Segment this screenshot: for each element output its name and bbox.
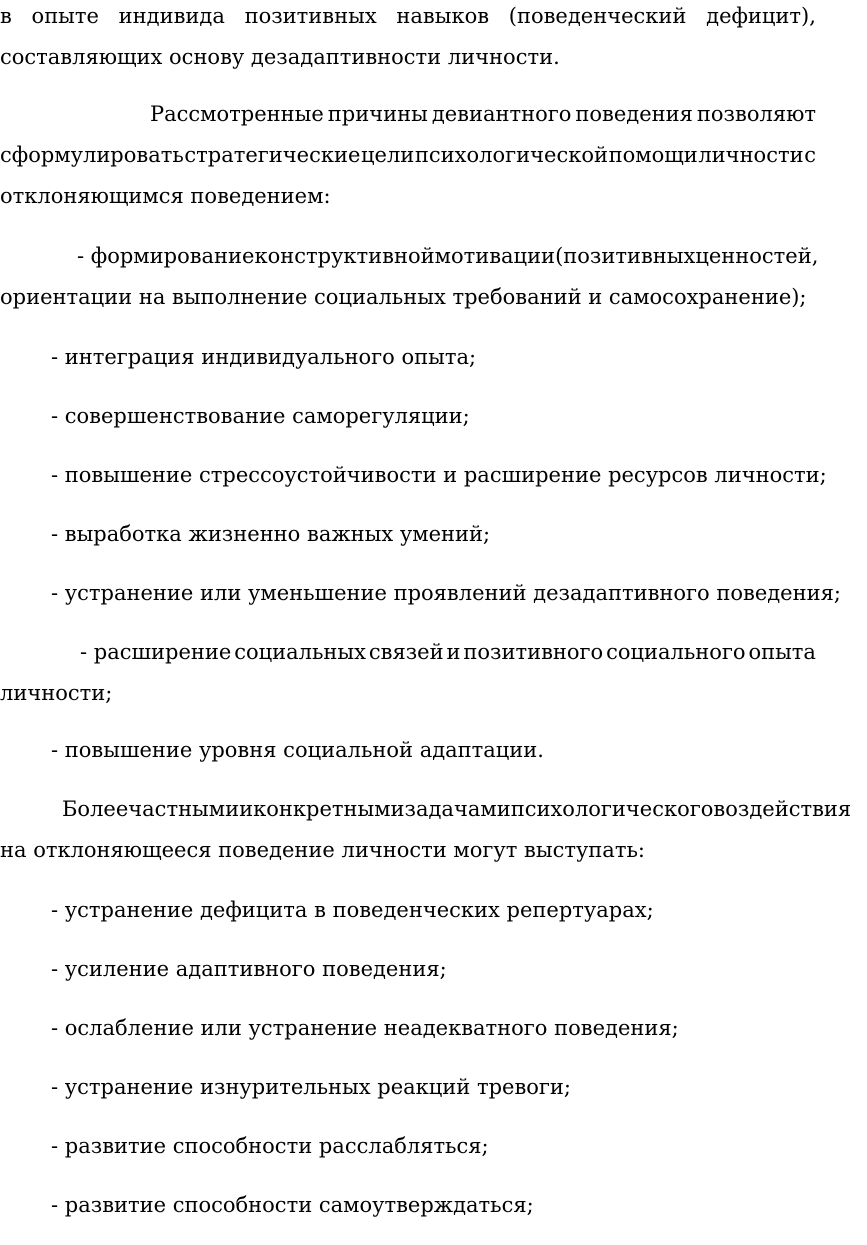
word: дефицит),: [706, 4, 816, 28]
goal-item-1-line-1: [77, 243, 819, 270]
word: социальных: [234, 640, 366, 664]
paragraph-3-line-1: [62, 796, 852, 823]
word: позитивных: [244, 4, 377, 28]
word: позитивного: [463, 640, 604, 664]
word: связей: [368, 640, 444, 664]
word: навыков: [396, 4, 490, 28]
paragraph-1-line-2: составляющих основу дезадаптивности личности.: [0, 45, 560, 69]
task-item-1: - устранение дефицита в поведенческих репертуарах;: [51, 898, 654, 922]
word: помощи: [608, 143, 698, 167]
word: психологического: [510, 797, 714, 821]
word: сформулировать: [0, 143, 184, 167]
goal-item-7-line-1: [80, 639, 816, 666]
word: и: [446, 640, 461, 664]
word: девиантного: [431, 102, 572, 126]
word: поведения: [575, 102, 693, 126]
goal-item-2: - интеграция индивидуального опыта;: [51, 345, 477, 369]
word: в: [0, 4, 12, 28]
task-item-6: - развитие способности самоутверждаться;: [51, 1193, 534, 1217]
word: задачами: [404, 797, 511, 821]
task-item-4: - устранение изнурительных реакций тревоги;: [51, 1075, 571, 1099]
goal-item-6: - устранение или уменьшение проявлений дезадаптивного поведения;: [51, 581, 841, 605]
goal-item-7-line-2: личности;: [0, 681, 113, 705]
paragraph-3-line-2: на отклоняющееся поведение личности могут выступать:: [0, 838, 645, 862]
goal-item-1-line-2: ориентации на выполнение социальных требований и самосохранение);: [0, 285, 807, 309]
word: стратегические: [184, 143, 361, 167]
word: личности: [698, 143, 804, 167]
word: - формирование: [77, 244, 255, 268]
goal-item-4: - повышение стрессоустойчивости и расширение ресурсов личности;: [51, 463, 827, 487]
word: мотивации: [434, 244, 556, 268]
task-item-2: - усиление адаптивного поведения;: [51, 957, 447, 981]
word: ценностей,: [695, 244, 819, 268]
word: конкретными: [253, 797, 405, 821]
word: конструктивной: [254, 244, 435, 268]
word: Рассмотренные: [150, 102, 324, 126]
word: - расширение: [80, 640, 232, 664]
task-item-5: - развитие способности расслабляться;: [51, 1134, 489, 1158]
paragraph-2-line-3: отклоняющимся поведением:: [0, 184, 331, 208]
word: (поведенческий: [508, 4, 687, 28]
word: опыта: [748, 640, 816, 664]
paragraph-2-line-1: [150, 101, 816, 128]
paragraph-2-line-2: [0, 142, 816, 169]
goal-item-5: - выработка жизненно важных умений;: [51, 522, 491, 546]
word: цели: [361, 143, 415, 167]
word: позволяют: [696, 102, 816, 126]
word: и: [239, 797, 254, 821]
word: воздействия: [713, 797, 852, 821]
task-item-3: - ослабление или устранение неадекватного поведения;: [51, 1016, 679, 1040]
word: (позитивных: [555, 244, 696, 268]
goal-item-8: - повышение уровня социальной адаптации.: [51, 738, 544, 762]
paragraph-1-line-1: [0, 3, 816, 30]
word: причины: [327, 102, 428, 126]
goal-item-3: - совершенствование саморегуляции;: [51, 404, 470, 428]
word: социального: [606, 640, 746, 664]
word: с: [804, 143, 816, 167]
word: Более: [62, 797, 129, 821]
word: частными: [128, 797, 240, 821]
word: психологической: [414, 143, 608, 167]
word: индивида: [118, 4, 225, 28]
word: опыте: [31, 4, 99, 28]
